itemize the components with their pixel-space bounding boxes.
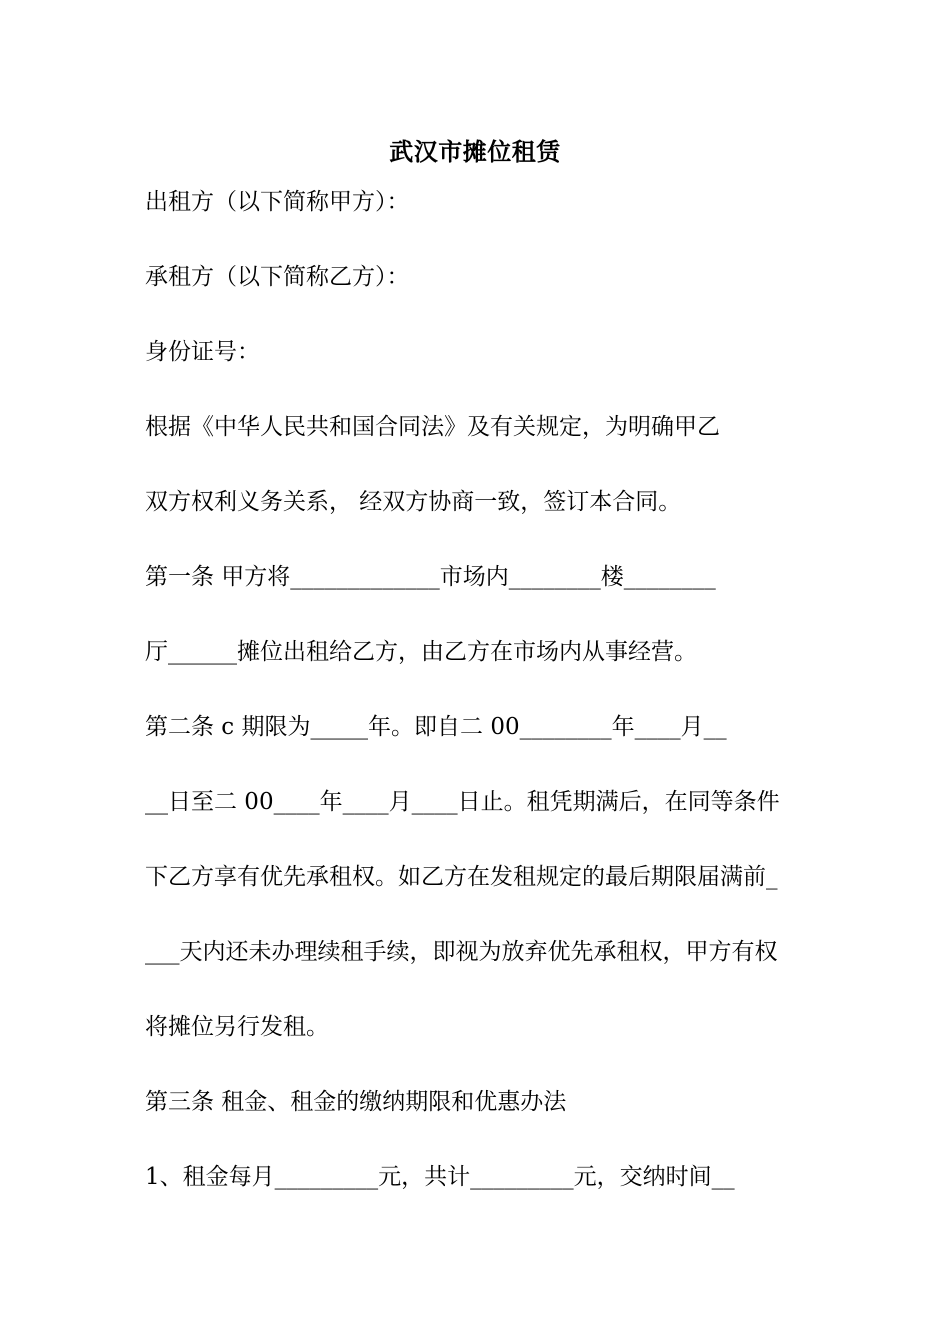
paragraph-line: 将摊位另行发租。 [145, 1014, 329, 1040]
paragraph-line: ___天内还未办理续租手续，即视为放弃优先承租权，甲方有权 [145, 939, 778, 965]
document-title: 武汉市摊位租赁 [389, 137, 561, 166]
lessee-line: 承租方（以下简称乙方）： [145, 264, 410, 290]
article-2-line: 第二条 c 期限为_____年。即自二 00________年____月__ [145, 714, 727, 740]
paragraph-line: 根据《中华人民共和国合同法》及有关规定，为明确甲乙 [145, 414, 720, 440]
article-3-line: 第三条 租金、租金的缴纳期限和优惠办法 [145, 1089, 567, 1115]
article-1-line: 第一条 甲方将_____________市场内________楼________ [145, 564, 716, 590]
paragraph-line: __日至二 00____年____月____日止。租凭期满后，在同等条件 [145, 789, 780, 815]
lessor-line: 出租方（以下简称甲方）： [145, 189, 410, 215]
rent-clause-line: 1、租金每月_________元，共计_________元，交纳时间__ [145, 1164, 735, 1190]
paragraph-line: 双方权利义务关系， 经双方协商一致，签订本合同。 [145, 489, 682, 515]
id-number-line: 身份证号： [145, 339, 260, 365]
paragraph-line: 厅______摊位出租给乙方，由乙方在市场内从事经营。 [145, 639, 697, 665]
paragraph-line: 下乙方享有优先承租权。如乙方在发租规定的最后期限届满前_ [145, 864, 778, 890]
